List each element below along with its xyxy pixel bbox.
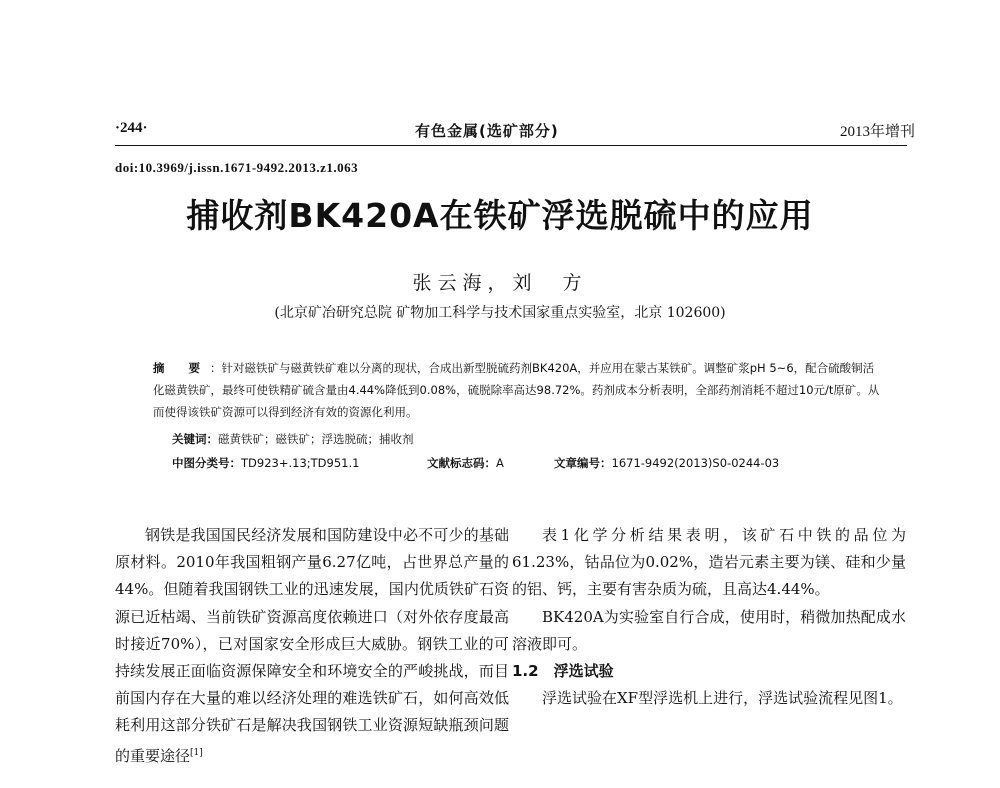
body-left-column (115, 522, 509, 770)
body-paragraph: BK420A为实验室自行合成，使用时，稍微加热配成水溶液即可。 (512, 607, 906, 653)
page-number: ·244· (115, 120, 148, 136)
authors: 张云海，刘 方 (412, 272, 588, 294)
header-rule (115, 145, 907, 146)
abstract: 摘 要：针对磁铁矿与磁黄铁矿难以分离的现状，合成出新型脱硫药剂BK420A，并应用在蒙古某铁矿。调整矿浆pH 5~6，配合硫酸铜活化磁黄铁矿，最终可使铁精矿硫含量由4.44%降低到0.08%，硫脱除率高达98.72%。药剂成本分析表明，全部药剂消耗不超过10元/t原矿。从而使得该铁矿资源可以得到经济有效的资源化利用。 (153, 361, 880, 419)
body-paragraph: 浮选试验在XF型浮选机上进行，浮选试验流程见图1。 (542, 689, 903, 708)
reference-mark: [1] (190, 747, 203, 758)
abstract-label: 摘 要 (153, 361, 211, 375)
body-right-column (512, 522, 906, 712)
keywords: 关键词：磁黄铁矿；磁铁矿；浮选脱硫；捕收剂 (172, 432, 414, 446)
section-heading: 1.2 浮选试验 (512, 662, 614, 681)
issue-label: 2013年增刊 (839, 124, 915, 140)
document-code: 文献标志码：A (427, 456, 504, 470)
paper-title: 捕收剂BK420A在铁矿浮选脱硫中的应用 (186, 196, 814, 235)
clc-number: 中图分类号：TD923+.13;TD951.1 (172, 456, 360, 470)
running-header (115, 120, 915, 146)
doi: doi:10.3969/j.issn.1671-9492.2013.z1.063 (115, 160, 359, 175)
journal-name: 有色金属(选矿部分) (415, 122, 559, 140)
keywords-text: 磁黄铁矿；磁铁矿；浮选脱硫；捕收剂 (218, 432, 414, 446)
abstract-text: 针对磁铁矿与磁黄铁矿难以分离的现状，合成出新型脱硫药剂BK420A，并应用在蒙古某铁矿。调整矿浆pH 5~6，配合硫酸铜活化磁黄铁矿，最终可使铁精矿硫含量由4.44%降低到0.08%，硫脱除率高达98.72%。药剂成本分析表明，全部药剂消耗不超过10元/t原矿。从而使得该铁矿资源可以得到经济有效的资源化利用。 (153, 361, 880, 419)
classification-line (172, 455, 892, 473)
body-paragraph: 钢铁是我国国民经济发展和国防建设中必不可少的基础原材料。2010年我国粗钢产量6.27亿吨，占世界总产量的44%。但随着我国钢铁工业的迅速发展，国内优质铁矿石资源已近枯竭、当前铁矿资源高度依赖进口（对外依存度最高时接近70%），已对国家安全形成巨大威胁。钢铁工业的可持续发展正面临资源保障安全和环境安全的严峻挑战，而目前国内存在大量的难以经济处理的难选铁矿石，如何高效低耗利用这部分铁矿石是解决我国钢铁工业资源短缺瓶颈问题的重要途径[1] (115, 526, 509, 765)
affiliation: (北京矿冶研究总院 矿物加工科学与技术国家重点实验室，北京 102600) (274, 305, 726, 321)
article-number: 文章编号：1671-9492(2013)S0-0244-03 (554, 456, 780, 470)
body-paragraph: 表1化学分析结果表明，该矿石中铁的品位为61.23%，钴品位为0.02%，造岩元素主要为镁、硅和少量的铝、钙，主要有害杂质为硫，且高达4.44%。 (512, 526, 906, 599)
keywords-label: 关键词 (172, 432, 207, 446)
